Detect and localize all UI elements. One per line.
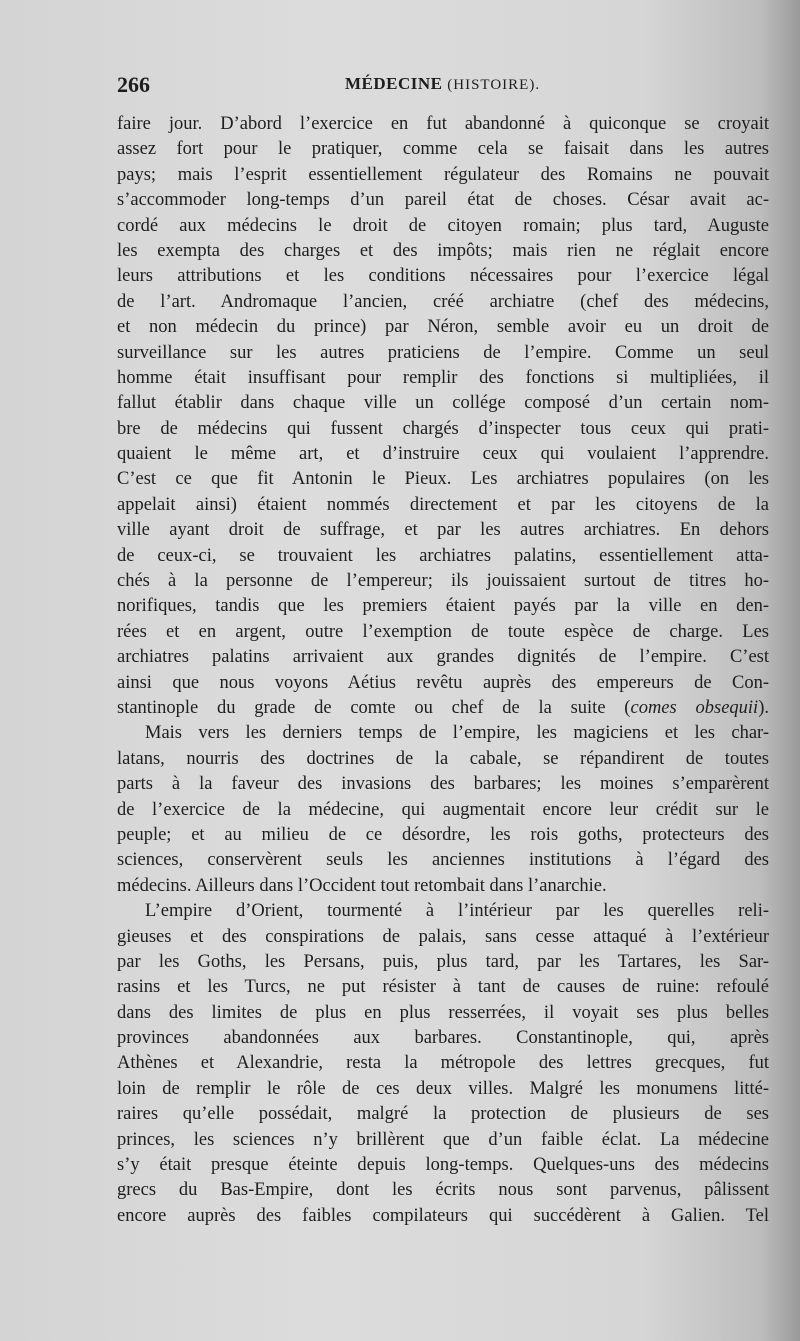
text-line: dans des limites de plus en plus resserrées, il voyait ses plus belles: [117, 1002, 769, 1023]
text-line: pays; mais l’esprit essentiellement régulateur des Romains ne pouvait: [117, 164, 769, 185]
text-line: de l’art. Andromaque l’ancien, créé archiatre (chef des médecins,: [117, 291, 769, 312]
text-line: de l’exercice de la médecine, qui augmentait encore leur crédit sur le: [117, 799, 769, 820]
text-segment: ).: [758, 697, 769, 718]
latin-title: comes obsequii: [630, 697, 759, 718]
text-line: fallut établir dans chaque ville un collége composé d’un certain nom-: [117, 393, 769, 414]
paragraph-3: [117, 899, 769, 1229]
text-line: ville ayant droit de suffrage, et par les autres archiatres. En dehors: [117, 520, 769, 541]
text-line: homme était insuffisant pour remplir des fonctions si multipliées, il: [117, 367, 769, 388]
text-line: loin de remplir le rôle de ces deux villes. Malgré les monumens litté-: [117, 1078, 769, 1099]
text-line: latans, nourris des doctrines de la cabale, se répandirent de toutes: [117, 748, 769, 769]
text-line: faire jour. D’abord l’exercice en fut abandonné à quiconque se croyait: [117, 114, 769, 134]
running-head: [345, 74, 540, 94]
running-head-title: MÉDECINE: [345, 74, 443, 93]
text-line: Athènes et Alexandrie, resta la métropole des lettres grecques, fut: [117, 1053, 769, 1074]
text-line: ainsi que nous voyons Aétius revêtu auprès des empereurs de Con-: [117, 672, 769, 693]
running-head-subtitle: (HISTOIRE).: [447, 77, 541, 93]
text-line: encore auprès des faibles compilateurs qui succédèrent à Galien. Tel: [117, 1205, 769, 1226]
text-line: norifiques, tandis que les premiers étaient payés par la ville en den-: [117, 596, 769, 617]
page-number: 266: [117, 72, 150, 97]
text-line: grecs du Bas-Empire, dont les écrits nous sont parvenus, pâlissent: [117, 1180, 769, 1201]
paragraph-1: [117, 112, 769, 721]
text-line: leurs attributions et les conditions nécessaires pour l’exercice légal: [117, 266, 769, 287]
text-line: par les Goths, les Persans, puis, plus tard, par les Tartares, les Sar-: [117, 951, 769, 972]
text-line: raires qu’elle possédait, malgré la protection de plusieurs de ses: [117, 1104, 769, 1125]
text-line: provinces abandonnées aux barbares. Constantinople, qui, après: [117, 1028, 769, 1049]
paragraph-2: [117, 721, 769, 899]
text-line: parts à la faveur des invasions des barbares; les moines s’emparèrent: [117, 774, 769, 795]
text-line: s’y était presque éteinte depuis long-temps. Quelques-uns des médecins: [117, 1155, 769, 1176]
text-line: rées et en argent, outre l’exemption de toute espèce de charge. Les: [117, 621, 769, 642]
text-line: quaient le même art, et d’instruire ceux qui voulaient l’apprendre.: [117, 444, 769, 465]
text-line: médecins. Ailleurs dans l’Occident tout retombait dans l’anarchie.: [117, 875, 607, 896]
text-line: les exempta des charges et des impôts; mais rien ne réglait encore: [117, 240, 769, 261]
body-text: [117, 112, 769, 1229]
text-line: peuple; et au milieu de ce désordre, les rois goths, protecteurs des: [117, 824, 769, 845]
text-segment: stantinople du grade de comte ou chef de la suite (: [117, 697, 631, 718]
text-line: cordé aux médecins le droit de citoyen romain; plus tard, Auguste: [117, 215, 769, 236]
text-line: archiatres palatins arrivaient aux grandes dignités de l’empire. C’est: [117, 647, 769, 668]
text-line: s’accommoder long-temps d’un pareil état de choses. César avait ac-: [117, 190, 769, 211]
text-line: assez fort pour le pratiquer, comme cela se faisait dans les autres: [117, 139, 769, 160]
text-line: C’est ce que fit Antonin le Pieux. Les archiatres populaires (on les: [117, 469, 769, 490]
text-line: appelait ainsi) étaient nommés directement et par les citoyens de la: [117, 494, 769, 515]
text-line: chés à la personne de l’empereur; ils jouissaient surtout de titres ho-: [117, 571, 769, 592]
text-line: L’empire d’Orient, tourmenté à l’intérieur par les querelles reli-: [145, 901, 769, 922]
text-line: de ceux-ci, se trouvaient les archiatres palatins, essentiellement atta-: [117, 545, 769, 566]
text-line: et non médecin du prince) par Néron, semble avoir eu un droit de: [117, 317, 769, 338]
text-line: princes, les sciences n’y brillèrent que d’un faible éclat. La médecine: [117, 1129, 769, 1150]
text-line: Mais vers les derniers temps de l’empire, les magiciens et les char-: [145, 723, 769, 744]
text-line: surveillance sur les autres praticiens de l’empire. Comme un seul: [117, 342, 769, 363]
text-line: sciences, conservèrent seuls les anciennes institutions à l’égard des: [117, 850, 769, 871]
text-line: bre de médecins qui fussent chargés d’inspecter tous ceux qui prati-: [117, 418, 769, 439]
text-line: rasins et les Turcs, ne put résister à tant de causes de ruine: refoulé: [117, 977, 769, 998]
text-line: [117, 696, 769, 721]
page-header: [117, 72, 557, 102]
text-line: gieuses et des conspirations de palais, sans cesse attaqué à l’extérieur: [117, 926, 769, 947]
